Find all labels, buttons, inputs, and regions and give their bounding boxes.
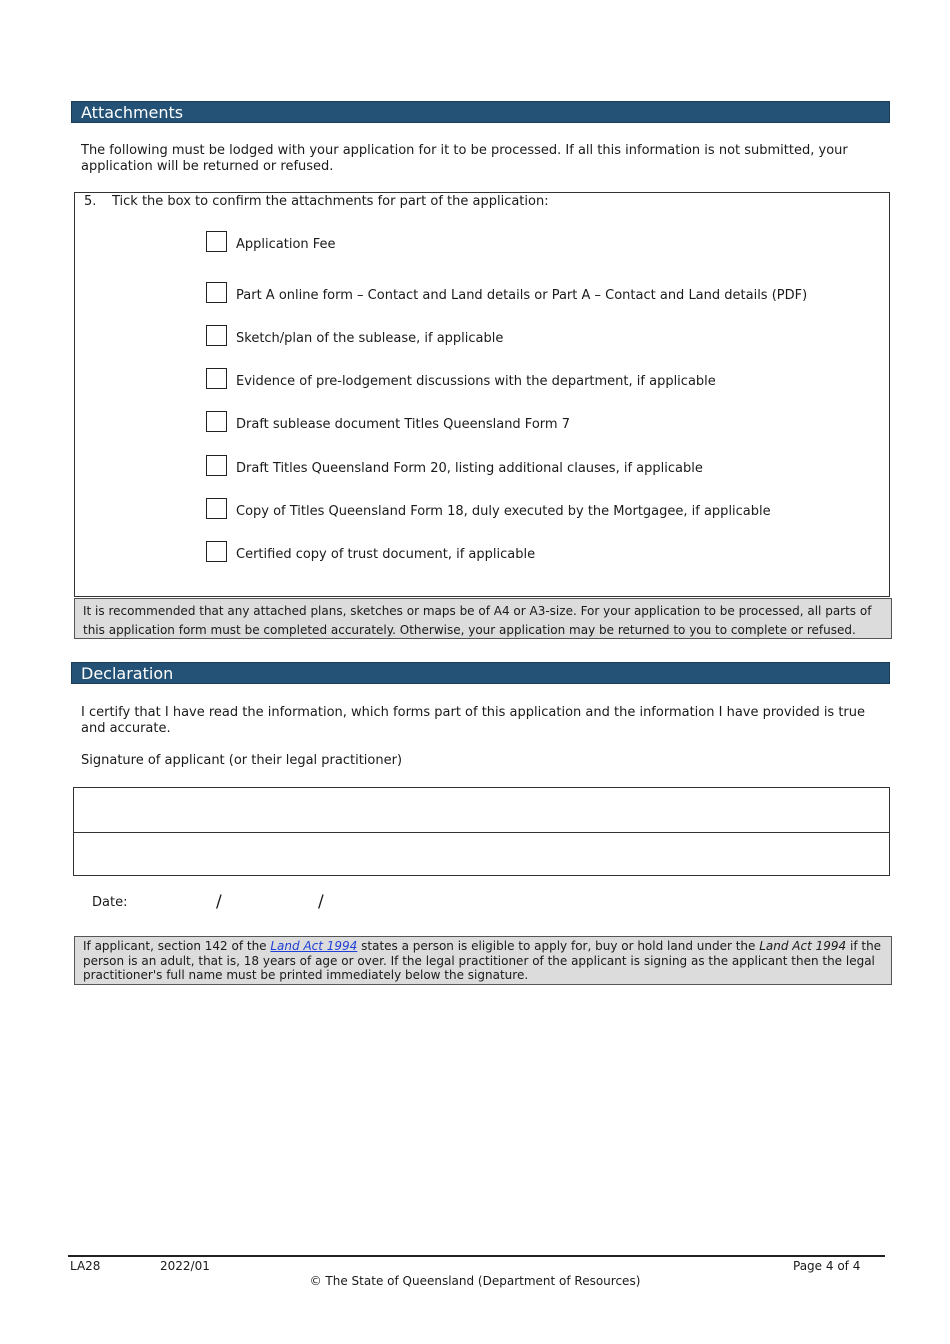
attachment-label: Sketch/plan of the sublease, if applicable (236, 331, 504, 346)
page-number: Page 4 of 4 (793, 1259, 861, 1273)
attachment-label: Copy of Titles Queensland Form 18, duly executed by the Mortgagee, if applicable (236, 504, 771, 519)
attachment-item (206, 411, 570, 432)
question-5 (84, 194, 549, 209)
attachments-heading: Attachments (71, 101, 890, 123)
signature-box (73, 787, 890, 876)
attachment-checkbox[interactable] (206, 325, 227, 346)
declaration-certify-text: I certify that I have read the information, which forms part of this application and the information I have provided is true and accurate. (81, 705, 866, 736)
attachment-item (206, 455, 703, 476)
attachment-item (206, 498, 771, 519)
attachment-checkbox[interactable] (206, 282, 227, 303)
note-text: if the person is an adult, that is, 18 years of age or over. If the legal practitioner of the applicant is signing as the applicant then the legal practitioner's full name must be printed immediately below the signature. (83, 939, 882, 982)
note-text: states a person is eligible to apply for, buy or hold land under the (357, 939, 760, 953)
declaration-note (74, 936, 892, 985)
attachment-checkbox[interactable] (206, 455, 227, 476)
form-code: LA28 (70, 1259, 101, 1273)
signature-label: Signature of applicant (or their legal practitioner) (81, 753, 403, 768)
declaration-heading: Declaration (71, 662, 890, 684)
attachment-checkbox[interactable] (206, 541, 227, 562)
date-year-field[interactable] (334, 890, 424, 916)
copyright: © The State of Queensland (Department of Resources) (309, 1274, 641, 1288)
date-label: Date: (92, 895, 128, 910)
attachment-item (206, 325, 503, 346)
attachment-checkbox[interactable] (206, 231, 227, 252)
attachment-label: Draft sublease document Titles Queensland Form 7 (236, 417, 570, 432)
date-day-field[interactable] (135, 890, 213, 916)
footer-divider (68, 1255, 885, 1257)
attachment-checkbox[interactable] (206, 368, 227, 389)
date-separator: / (216, 892, 222, 912)
question-text: Tick the box to confirm the attachments for part of the application: (112, 194, 549, 209)
date-month-field[interactable] (232, 890, 314, 916)
attachment-checkbox[interactable] (206, 411, 227, 432)
note-text: If applicant, section 142 of the (83, 939, 271, 953)
attachments-note: It is recommended that any attached plans, sketches or maps be of A4 or A3-size. For your application to be processed, all parts of this application form must be completed accurately. Otherwise, your application may be returned to you to complete or refused. (74, 598, 892, 639)
attachment-item (206, 368, 716, 389)
question-number: 5. (84, 194, 97, 209)
attachment-label: Draft Titles Queensland Form 20, listing additional clauses, if applicable (236, 461, 703, 476)
attachment-item (206, 541, 535, 562)
printed-name-field[interactable] (74, 833, 889, 875)
attachment-item (206, 231, 336, 252)
signature-field[interactable] (74, 788, 889, 832)
attachment-label: Certified copy of trust document, if applicable (236, 547, 536, 562)
attachment-label: Application Fee (236, 237, 336, 252)
attachment-label: Evidence of pre-lodgement discussions with the department, if applicable (236, 374, 716, 389)
attachment-item (206, 282, 807, 303)
attachment-checkbox[interactable] (206, 498, 227, 519)
attachment-label: Part A online form – Contact and Land details or Part A – Contact and Land details (PDF) (236, 288, 808, 303)
attachments-checklist-box (74, 192, 890, 597)
land-act-link[interactable]: Land Act 1994 (270, 939, 358, 953)
attachments-intro: The following must be lodged with your application for it to be processed. If all this information is not submitted, your application will be returned or refused. (81, 143, 848, 174)
date-separator: / (318, 892, 324, 912)
form-version: 2022/01 (160, 1259, 210, 1273)
note-italic-text: Land Act 1994 (759, 939, 847, 953)
